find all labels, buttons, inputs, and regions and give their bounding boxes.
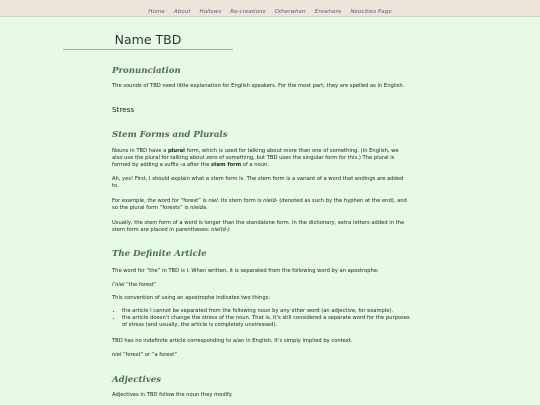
page-title: Name TBD	[63, 32, 233, 50]
nav-link-home[interactable]: Home	[148, 9, 165, 15]
nav-link-hallows[interactable]: Hallows	[199, 9, 222, 15]
bullet-list	[112, 308, 410, 330]
paragraph: The word for “the” in TBD is l. When written, it is separated from the following word by an apostrophe:	[112, 268, 379, 274]
paragraph: TBD has no indefinite article corresponding to a/an in English. It’s simply implied by context.	[112, 338, 353, 344]
paragraph: For example, the word for “forest” is niel. Its stem form is nield- (denoted as such by the hyphen at the end), and so the plural form “forests” is nielda.	[112, 198, 407, 212]
nav-link-otherwhen[interactable]: Otherwhen	[274, 9, 306, 15]
list-item: • the article doesn’t change the stress of the noun. That is, it’s still considered a separate word for the purposes of stress (and usually, the article is completely unstressed).	[122, 315, 410, 329]
subheading-stress: Stress	[112, 105, 135, 114]
section-heading-stem-forms: Stem Forms and Plurals	[112, 130, 228, 140]
list-item: • the article l cannot be separated from the following noun by any other word (an adjective, for example).	[122, 308, 410, 315]
nav-link-neocities[interactable]: Neocities Page	[350, 9, 392, 15]
paragraph: Ah, yes! First, I should explain what a stem form is. The stem form is a variant of a word that endings are added to.	[112, 176, 404, 190]
top-navbar	[0, 0, 540, 17]
paragraph: Usually, the stem form of a word is longer than the standalone form. In the dictionary, extra letters added in the stem form are placed in parentheses: niel(d-)	[112, 220, 405, 234]
paragraph: This convention of using an apostrophe indicates two things:	[112, 295, 271, 301]
nav-link-erewhere[interactable]: Erewhere	[314, 9, 342, 15]
section-heading-adjectives: Adjectives	[112, 375, 162, 385]
example: niel “forest” or “a forest”	[112, 352, 177, 358]
section-heading-pronunciation: Pronunciation	[112, 66, 181, 76]
nav-link-about[interactable]: About	[173, 9, 191, 15]
paragraph: The sounds of TBD need little explanation for English speakers. For the most part, they are spelled as in English.	[112, 83, 405, 89]
section-heading-definite-article: The Definite Article	[112, 249, 207, 259]
example: l’niel “the forest”	[112, 282, 157, 288]
nav-link-recreations[interactable]: Re-creations	[230, 9, 266, 15]
paragraph: Nouns in TBD have a plural form, which is used for talking about more than one of something. (In English, we also use the plural for talking about zero of something, but TBD uses the singular form for this.) The plural is formed by adding a suffix -a after the stem form of a noun.	[112, 148, 399, 169]
paragraph: Adjectives in TBD follow the noun they modify.	[112, 392, 233, 398]
